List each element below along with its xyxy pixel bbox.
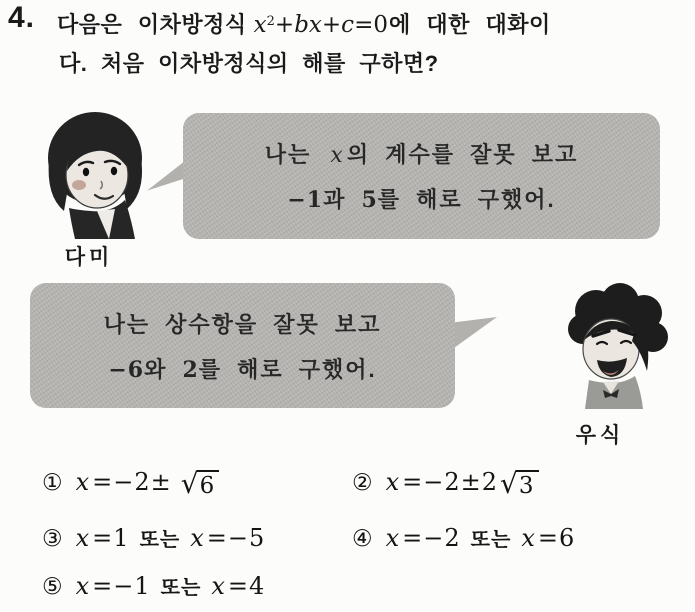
radical-sign: √ — [500, 467, 518, 500]
usik-avatar — [558, 283, 672, 416]
usik-name-label: 우식 — [575, 424, 625, 447]
option-1: ① x =−2± √ 6 — [42, 468, 219, 498]
option-5-badge: ⑤ — [42, 574, 63, 600]
option-1-badge: ① — [42, 470, 63, 496]
dami-bubble-line2: −1과 5를 해로 구했어. — [287, 187, 556, 213]
option-4-badge: ④ — [352, 526, 373, 552]
or-word: 또는 — [139, 529, 181, 551]
option-2-badge: ② — [352, 470, 373, 496]
dami-name-label: 다미 — [64, 246, 114, 269]
square-root: √ 3 — [500, 470, 538, 498]
boy-illustration — [558, 283, 672, 411]
square-root: √ 6 — [181, 470, 219, 498]
question-line1 — [57, 8, 551, 39]
girl-illustration — [34, 108, 158, 240]
or-word: 또는 — [470, 529, 512, 551]
usik-speech-bubble — [30, 283, 455, 408]
math-x: x — [330, 143, 343, 168]
option-5: ⑤ x =−1 또는 x =4 — [42, 572, 266, 600]
option-3: ③ x =1 또는 x =−5 — [42, 524, 266, 552]
question-line2: 다. 처음 이차방정식의 해를 구하면? — [59, 51, 439, 76]
usik-bubble-line1: 나는 상수항을 잘못 보고 — [103, 311, 382, 337]
option-4: ④ x =−2 또는 x =6 — [352, 524, 576, 552]
option-3-badge: ③ — [42, 526, 63, 552]
option-2: ② x =−2±2 √ 3 — [352, 468, 539, 498]
usik-bubble-line2: −6와 2를 해로 구했어. — [108, 356, 377, 383]
question-text-post: 에 대한 대화이 — [388, 12, 551, 37]
dami-speech-bubble — [183, 113, 660, 239]
question-text-pre: 다음은 이차방정식 — [57, 12, 247, 37]
dami-avatar — [34, 108, 158, 245]
or-word: 또는 — [160, 577, 202, 599]
radical-sign: √ — [180, 467, 199, 500]
question-number: 4. — [8, 1, 36, 34]
dami-bubble-line1: 나는 x 의 계수를 잘못 보고 — [264, 142, 579, 168]
quadratic-equation: $x^2+bx+c=0$ — [253, 12, 388, 38]
usik-bubble-tail — [451, 317, 497, 353]
